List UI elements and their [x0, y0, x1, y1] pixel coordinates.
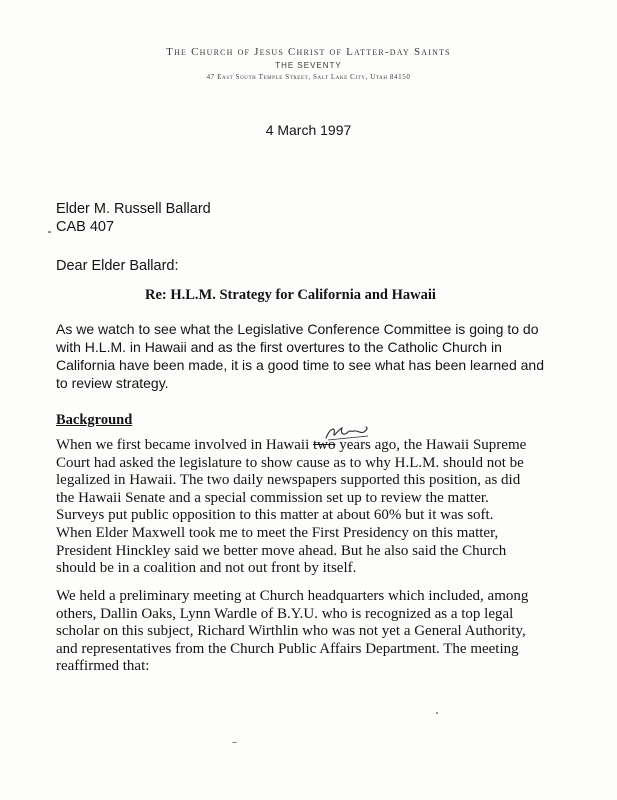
letterhead-organization: The Church of Jesus Christ of Latter-day Saints — [166, 46, 451, 58]
salutation: Dear Elder Ballard: — [56, 258, 179, 274]
letterhead — [0, 45, 617, 82]
addressee-name: Elder M. Russell Ballard — [56, 201, 211, 217]
struck-word: two — [313, 437, 336, 453]
paragraph-line: President Hinckley said we better move ahead. But he also said the Church — [56, 542, 507, 559]
paragraph-line — [56, 437, 576, 455]
addressee-block — [56, 200, 211, 236]
paragraph-line: When Elder Maxwell took me to meet the First Presidency on this matter, — [56, 524, 499, 541]
scan-speck — [48, 231, 51, 233]
paragraph-line: to review strategy. — [56, 375, 169, 391]
paragraph-line: reaffirmed that: — [56, 658, 150, 675]
paragraph-line: We held a preliminary meeting at Church headquarters which included, among — [56, 588, 529, 604]
paragraph-line: and representatives from the Church Public Affairs Department. The meeting — [56, 640, 519, 657]
letterhead-address: 47 East South Temple Street, Salt Lake City, Utah 84150 — [206, 73, 411, 81]
letterhead-department: THE SEVENTY — [275, 61, 342, 70]
line-text: years ago, the Hawaii Supreme — [335, 437, 527, 453]
paragraph-line: with H.L.M. in Hawaii and as the first overtures to the Catholic Church in — [56, 339, 502, 355]
scan-speck — [436, 712, 438, 714]
paragraph-line: As we watch to see what the Legislative Conference Committee is going to do — [56, 321, 539, 337]
letter-date: 4 March 1997 — [265, 122, 352, 138]
addressee-office: CAB 407 — [56, 219, 115, 235]
subject-line: Re: H.L.M. Strategy for California and Hawaii — [145, 287, 436, 303]
paragraph-line: legalized in Hawaii. The two daily newspapers supported this position, as did — [56, 472, 521, 489]
scan-speck — [232, 742, 237, 743]
paragraph-line: scholar on this subject, Richard Wirthlin who was not yet a General Authority, — [56, 623, 526, 640]
paragraph-line: others, Dallin Oaks, Lynn Wardle of B.Y.U. who is recognized as a top legal — [56, 605, 514, 622]
paragraph-meeting — [56, 588, 576, 676]
line-text: When we first became involved in Hawaii — [56, 437, 313, 453]
paragraph-line: Court had asked the legislature to show cause as to why H.L.M. should not be — [56, 454, 524, 471]
paragraph-line: the Hawaii Senate and a special commission set up to review the matter. — [56, 489, 489, 506]
paragraph-line: should be in a coalition and not out front by itself. — [56, 560, 357, 577]
paragraph-background — [56, 437, 576, 578]
paragraph-line: California have been made, it is a good time to see what has been learned and — [56, 357, 544, 373]
section-heading-background: Background — [56, 412, 133, 428]
paragraph-line: Surveys put public opposition to this matter at about 60% but it was soft. — [56, 507, 494, 524]
paragraph-intro — [56, 320, 576, 392]
